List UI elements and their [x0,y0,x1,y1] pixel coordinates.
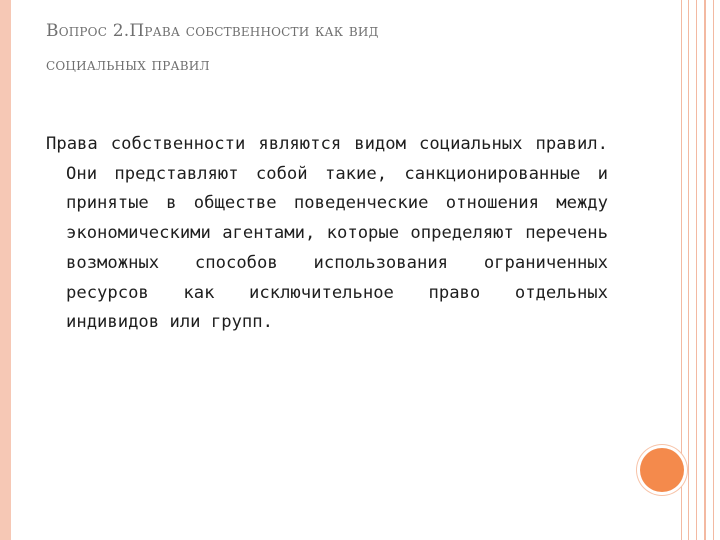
orange-circle-decoration [640,448,684,492]
slide-title-line-2: социальных правил [46,55,210,75]
right-stripe-decoration [688,0,689,540]
left-border-decoration [0,0,11,540]
right-stripe-decoration [704,0,706,540]
right-stripe-decoration [713,0,714,540]
right-stripe-decoration [696,0,697,540]
slide-title-line-1: Вопрос 2.Права собственности как вид [46,21,379,41]
slide-title [46,14,606,82]
slide-body-text: Права собственности являются видом социальных правил. Они представляют собой такие, санкционированные и принятые в обществе поведенческие отношения между экономическими агентами, которые определяют перечень возможных способов использования ограниченных ресурсов как исключительное право отдельных индивидов или групп. [46,134,608,333]
